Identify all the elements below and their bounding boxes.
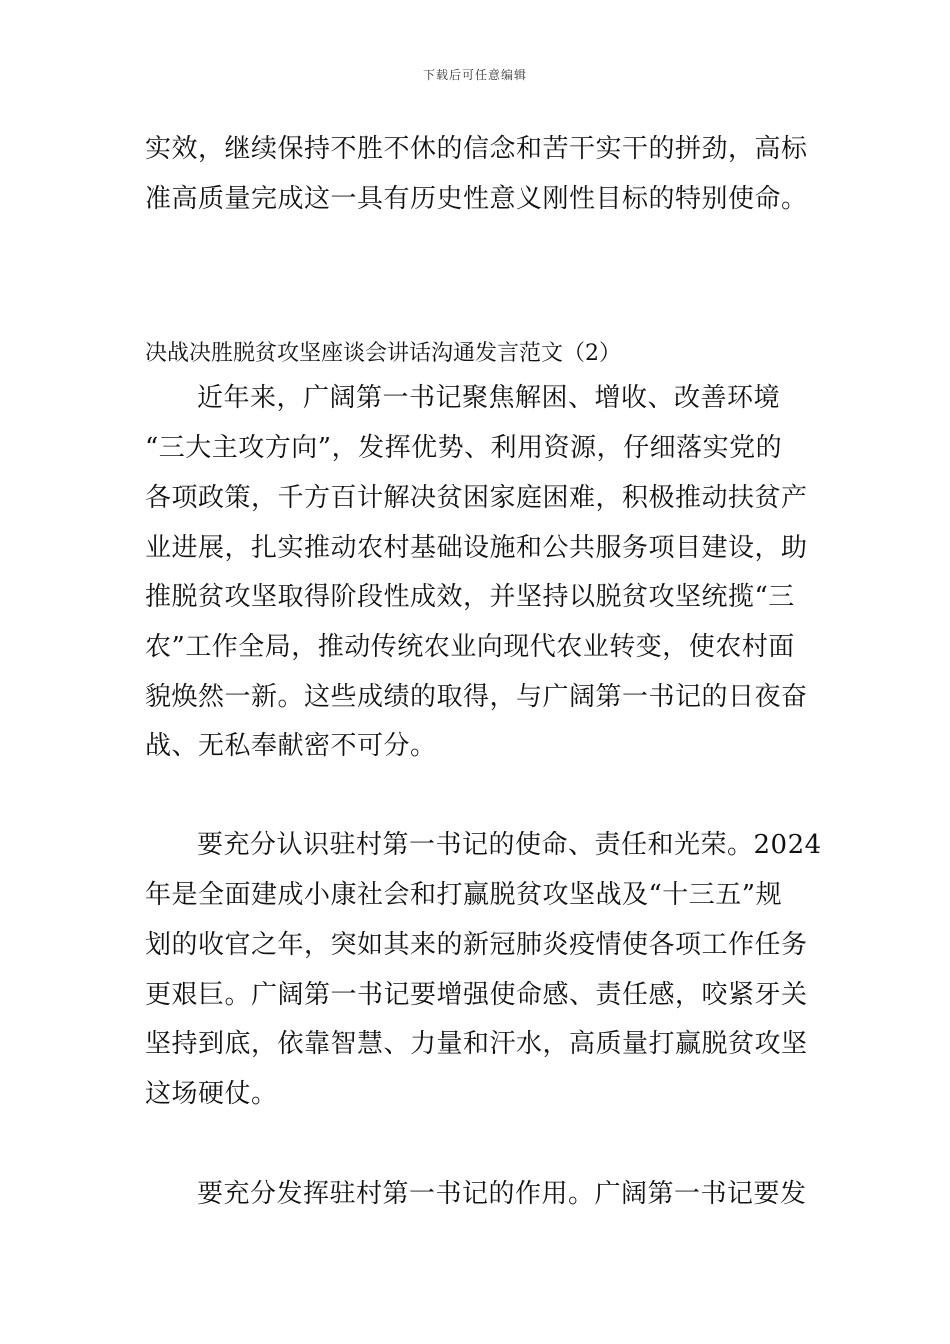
text-line: 要充分发挥驻村第一书记的作用。广阔第一书记要发 (197, 1179, 807, 1209)
text-line: 这场硬仗。 (145, 1079, 278, 1109)
text-line: 貌焕然一新。这些成绩的取得，与广阔第一书记的日夜奋 (145, 682, 808, 712)
text-line: 准高质量完成这一具有历史性意义刚性目标的特别使命。 (145, 184, 808, 214)
text-line: 战、无私奉献密不可分。 (145, 731, 437, 761)
section-title: 决战决胜脱贫攻坚座谈会讲话沟通发言范文（2） (145, 341, 621, 366)
text-line: 农”工作全局，推动传统农业向现代农业转变，使农村面 (145, 632, 795, 662)
text-line: 推脱贫攻坚取得阶段性成效，并坚持以脱贫攻坚统揽“三 (145, 582, 795, 612)
text-line: 业进展，扎实推动农村基础设施和公共服务项目建设，助 (145, 533, 808, 563)
text-line: 年是全面建成小康社会和打赢脱贫攻坚战及“十三五”规 (145, 880, 783, 910)
text-line: 坚持到底，依靠智慧、力量和汗水，高质量打赢脱贫攻坚 (145, 1029, 808, 1059)
text-line: “三大主攻方向”，发挥优势、利用资源，仔细落实党的 (145, 433, 783, 463)
text-line: 近年来，广阔第一书记聚焦解困、增收、改善环境 (197, 383, 781, 413)
text-line: 各项政策，千方百计解决贫困家庭困难，积极推动扶贫产 (145, 483, 808, 513)
page-header-note: 下载后可任意编辑 (422, 68, 527, 82)
text-line: 要充分认识驻村第一书记的使命、责任和光荣。2024 (197, 830, 822, 860)
text-line: 划的收官之年，突如其来的新冠肺炎疫情使各项工作任务 (145, 930, 808, 960)
text-line: 实效，继续保持不胜不休的信念和苦干实干的拼劲，高标 (145, 134, 808, 164)
text-line: 更艰巨。广阔第一书记要增强使命感、责任感，咬紧牙关 (145, 980, 808, 1010)
